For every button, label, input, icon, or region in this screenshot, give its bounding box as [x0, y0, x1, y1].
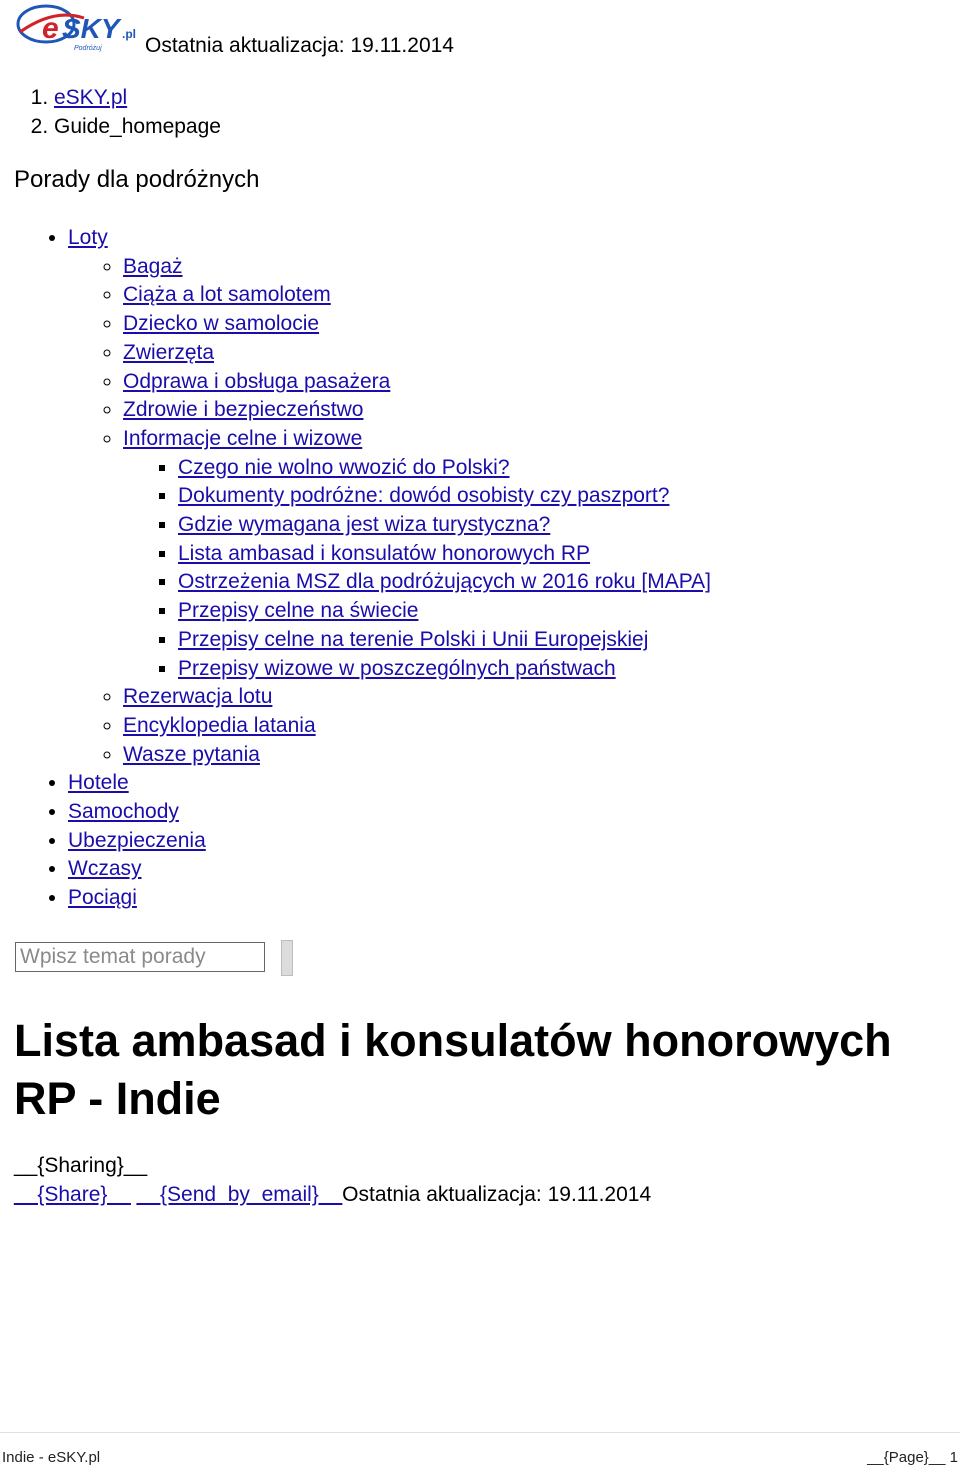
guide-nav — [14, 224, 711, 913]
nav-link-dokumenty[interactable]: Dokumenty podróżne: dowód osobisty czy paszport? — [178, 484, 670, 508]
nav-item-informacje — [123, 425, 711, 683]
nav-item-przepisy-polska-ue — [178, 626, 711, 655]
nav-link-informacje[interactable]: Informacje celne i wizowe — [123, 426, 363, 450]
nav-link-lista-ambasad[interactable]: Lista ambasad i konsulatów honorowych RP — [178, 541, 591, 565]
svg-text:e: e — [42, 12, 59, 45]
nav-link-przepisy-wizowe[interactable]: Przepisy wizowe w poszczególnych państwach — [178, 656, 616, 680]
share-link[interactable]: __{Share}__ — [14, 1183, 131, 1206]
nav-item-bagaz — [123, 253, 711, 282]
search-button[interactable] — [281, 940, 293, 976]
nav-link-ubezpieczenia[interactable]: Ubezpieczenia — [68, 828, 206, 852]
nav-link-zdrowie[interactable]: Zdrowie i bezpieczeństwo — [123, 398, 364, 422]
footer-page-name: Indie - eSKY.pl — [2, 1449, 101, 1466]
nav-item-hotele — [68, 769, 711, 798]
nav-item-zwierzeta — [123, 339, 711, 368]
nav-item-zdrowie — [123, 396, 711, 425]
share-bar — [14, 1183, 651, 1207]
nav-item-dokumenty — [178, 482, 711, 511]
nav-item-samochody — [68, 798, 711, 827]
nav-link-pociagi[interactable]: Pociągi — [68, 886, 137, 910]
nav-item-przepisy-swiat — [178, 597, 711, 626]
svg-text:.pl: .pl — [122, 27, 136, 41]
nav-link-czego-nie-wolno[interactable]: Czego nie wolno wwozić do Polski? — [178, 455, 510, 479]
nav-item-ostrzezenia-msz — [178, 568, 711, 597]
nav-link-loty[interactable]: Loty — [68, 226, 108, 249]
nav-link-hotele[interactable]: Hotele — [68, 771, 129, 795]
nav-item-loty — [68, 224, 711, 769]
breadcrumb — [14, 83, 221, 141]
nav-item-encyklopedia — [123, 712, 711, 741]
nav-link-wczasy[interactable]: Wczasy — [68, 857, 142, 881]
nav-link-pytania[interactable]: Wasze pytania — [123, 742, 260, 766]
nav-item-wczasy — [68, 855, 711, 884]
last-update-bottom: Ostatnia aktualizacja: 19.11.2014 — [342, 1183, 652, 1206]
svg-text:Podróżuj: Podróżuj — [74, 45, 102, 52]
nav-link-przepisy-polska-ue[interactable]: Przepisy celne na terenie Polski i Unii Europejskiej — [178, 627, 649, 651]
nav-link-ostrzezenia-msz[interactable]: Ostrzeżenia MSZ dla podróżujących w 2016 roku [MAPA] — [178, 570, 712, 594]
svg-text:SKY: SKY — [62, 13, 120, 44]
page-header — [14, 2, 714, 60]
nav-link-ciaza[interactable]: Ciąża a lot samolotem — [123, 283, 331, 307]
nav-item-ubezpieczenia — [68, 827, 711, 856]
footer-page-number: __{Page}__ 1 — [867, 1449, 958, 1466]
nav-link-przepisy-swiat[interactable]: Przepisy celne na świecie — [178, 599, 419, 623]
breadcrumb-item-esky — [54, 83, 221, 112]
page-title: Lista ambasad i konsulatów honorowych RP - Indie — [14, 1015, 892, 1124]
nav-link-dziecko[interactable]: Dziecko w samolocie — [123, 312, 320, 336]
nav-item-rezerwacja — [123, 683, 711, 712]
nav-item-dziecko — [123, 310, 711, 339]
nav-link-samochody[interactable]: Samochody — [68, 800, 179, 824]
nav-item-wiza-turystyczna — [178, 511, 711, 540]
nav-item-lista-ambasad — [178, 540, 711, 569]
nav-sublist-informacje — [123, 454, 711, 684]
footer-divider — [0, 1432, 960, 1433]
breadcrumb-link-esky[interactable]: eSKY.pl — [54, 86, 128, 109]
nav-link-zwierzeta[interactable]: Zwierzęta — [123, 340, 215, 364]
nav-link-odprawa[interactable]: Odprawa i obsługa pasażera — [123, 369, 391, 393]
sharing-label: __{Sharing}__ — [14, 1154, 148, 1177]
nav-item-pociagi — [68, 884, 711, 913]
esky-logo[interactable] — [14, 2, 142, 58]
search-input[interactable] — [15, 942, 265, 972]
nav-link-encyklopedia[interactable]: Encyklopedia latania — [123, 713, 316, 737]
section-title: Porady dla podróżnych — [14, 166, 260, 193]
nav-link-bagaz[interactable]: Bagaż — [123, 254, 183, 278]
nav-item-ciaza — [123, 281, 711, 310]
last-update-top: Ostatnia aktualizacja: 19.11.2014 — [145, 34, 454, 57]
send-by-email-link[interactable]: __{Send_by_email}__ — [136, 1183, 343, 1206]
nav-item-czego-nie-wolno — [178, 454, 711, 483]
nav-item-pytania — [123, 741, 711, 770]
nav-link-rezerwacja[interactable]: Rezerwacja lotu — [123, 685, 273, 709]
breadcrumb-item-guide: 2. Guide_homepage — [54, 112, 221, 141]
nav-item-przepisy-wizowe — [178, 655, 711, 684]
nav-item-odprawa — [123, 368, 711, 397]
nav-link-wiza-turystyczna[interactable]: Gdzie wymagana jest wiza turystyczna? — [178, 513, 551, 537]
nav-sublist-loty — [68, 253, 711, 770]
